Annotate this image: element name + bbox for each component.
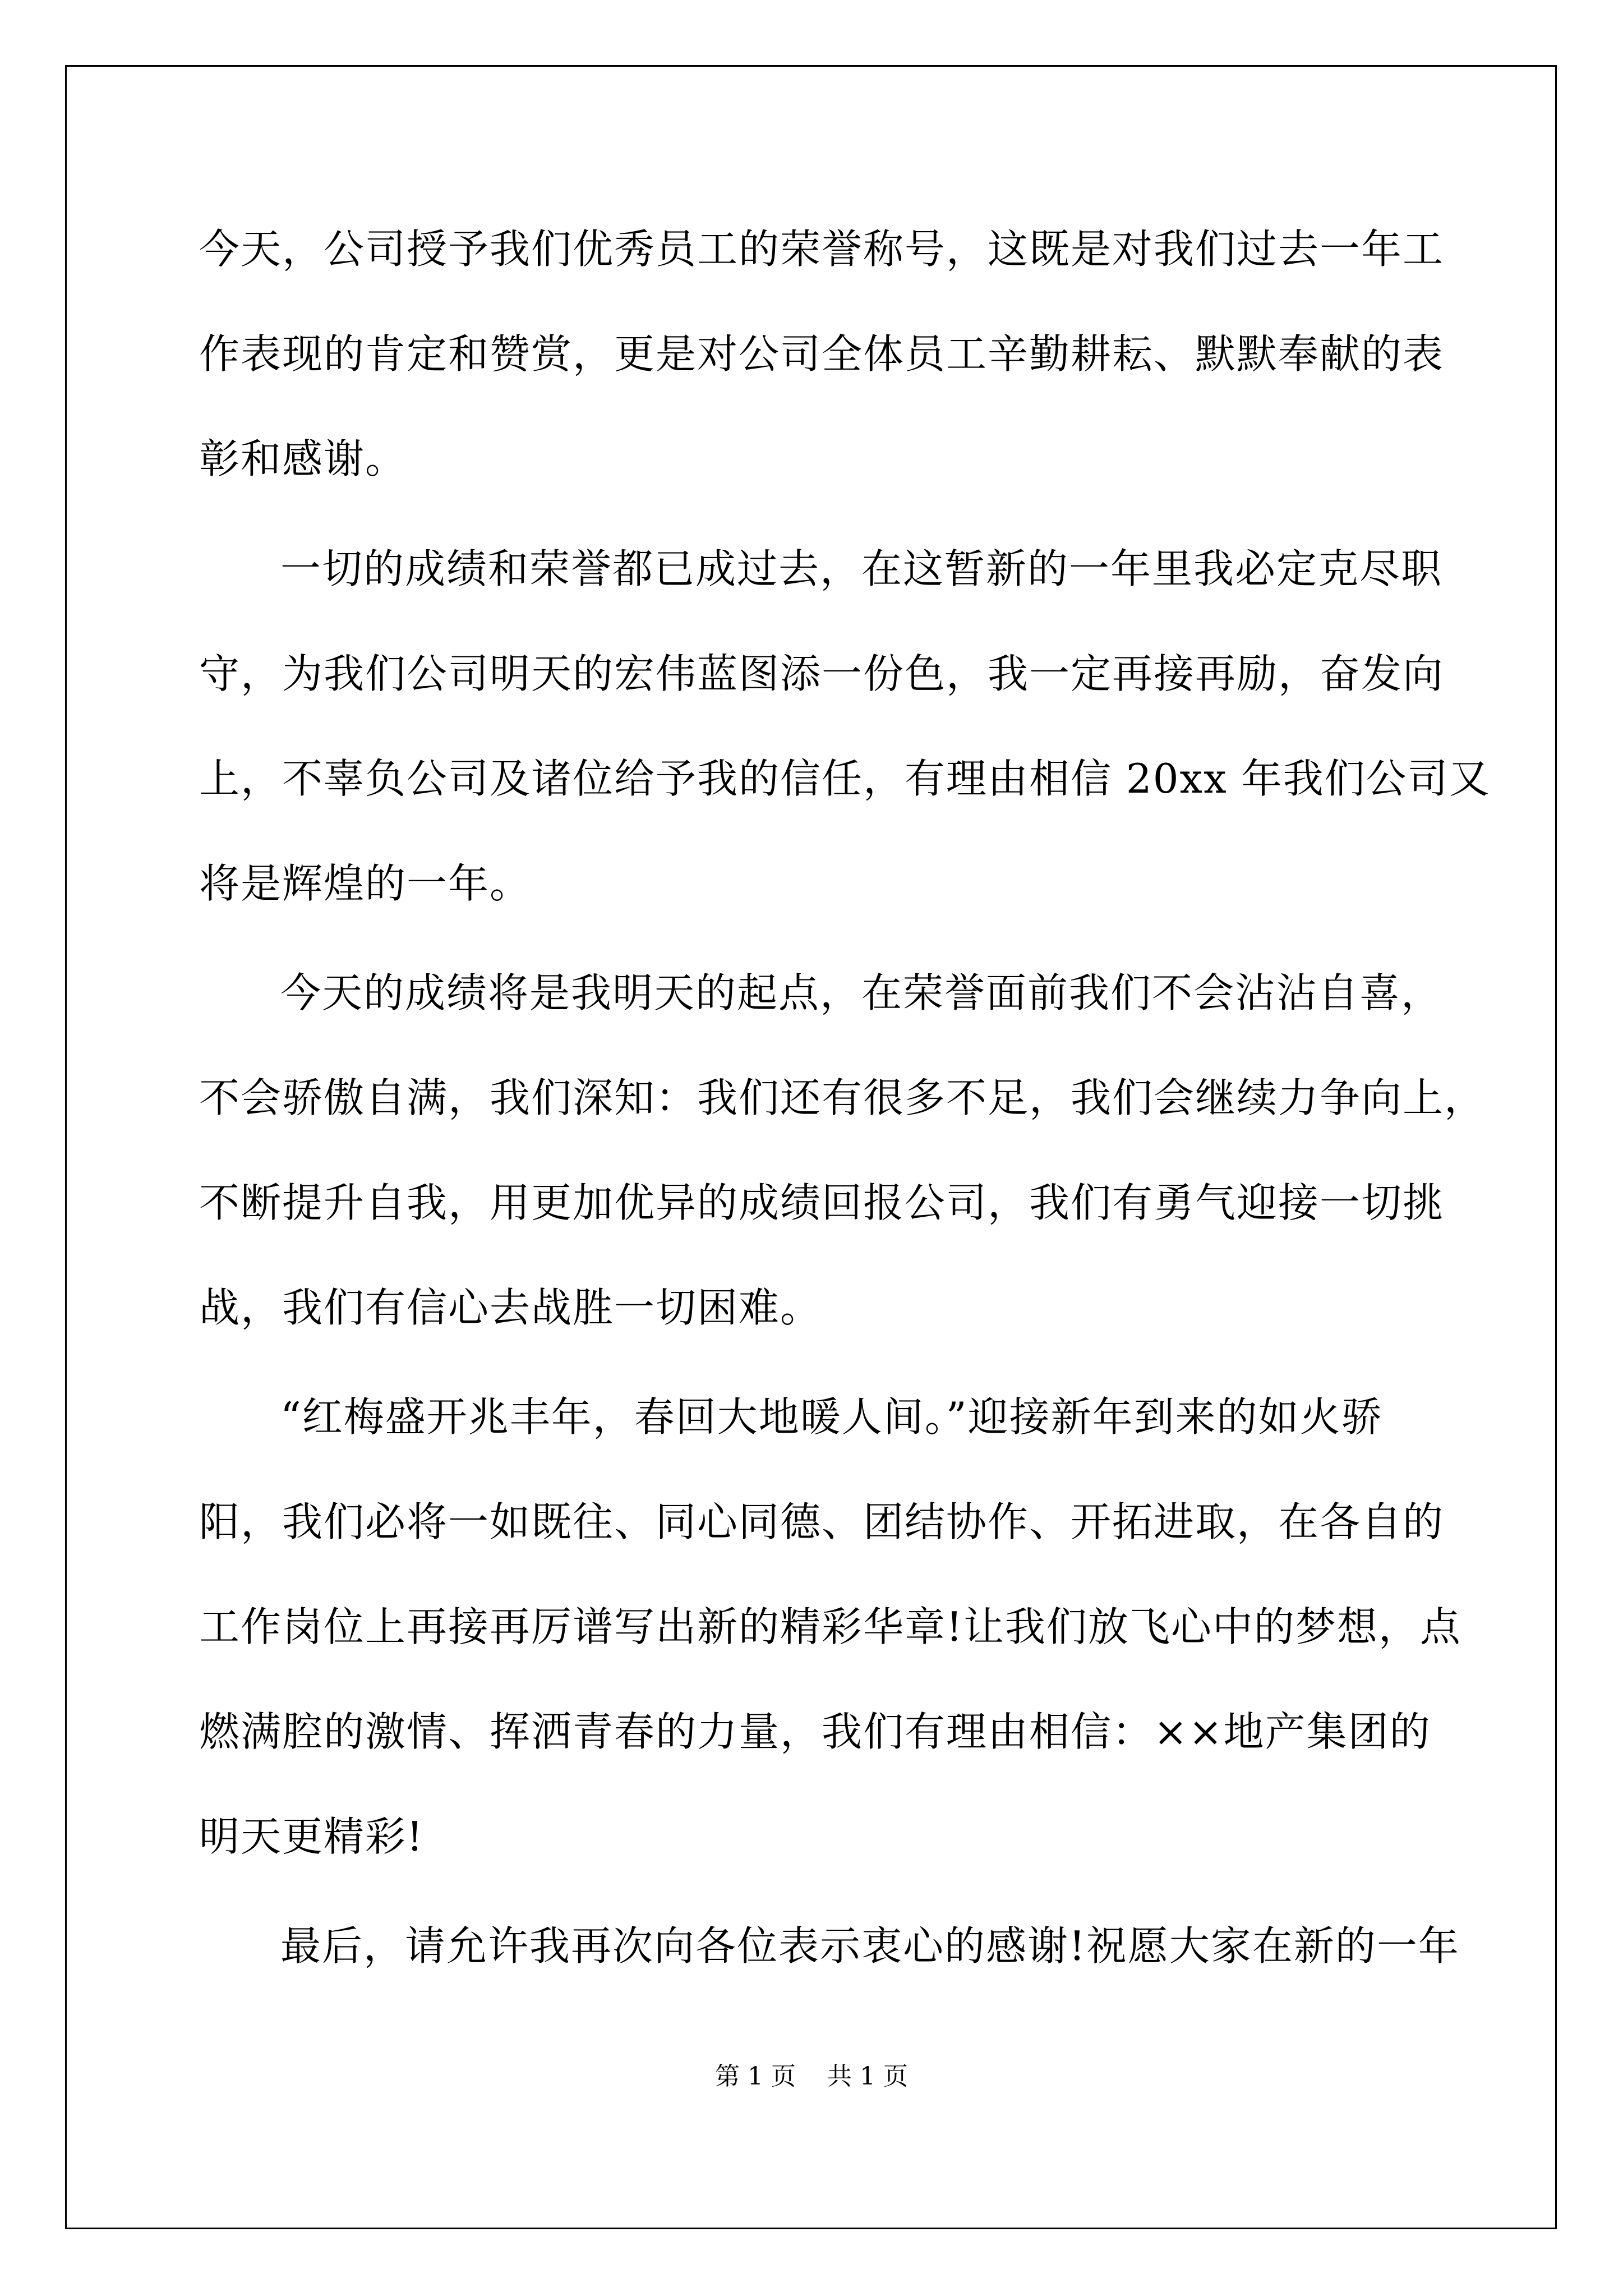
paragraph-4-line-5: 明天更精彩! — [199, 1813, 424, 1860]
paragraph-1-line-2: 作表现的肯定和赞赏，更是对公司全体员工辛勤耕耘、默默奉献的表 — [199, 330, 1445, 378]
paragraph-3-line-1: 今天的成绩将是我明天的起点，在荣誉面前我们不会沾沾自喜， — [280, 969, 1443, 1016]
page-number-current: 第 1 页 — [715, 2062, 796, 2091]
paragraph-4-line-3: 工作岗位上再接再厉谱写出新的精彩华章!让我们放飞心中的梦想，点 — [199, 1603, 1461, 1650]
page-border — [65, 65, 1557, 2229]
paragraph-2-line-1: 一切的成绩和荣誉都已成过去，在这暂新的一年里我必定克尽职 — [280, 545, 1443, 592]
page-footer — [0, 2060, 1623, 2093]
paragraph-2-line-4: 将是辉煌的一年。 — [199, 860, 532, 907]
paragraph-4-line-2: 阳，我们必将一如既往、同心同德、团结协作、开拓进取，在各自的 — [199, 1498, 1445, 1545]
paragraph-3-line-2: 不会骄傲自满，我们深知：我们还有很多不足，我们会继续力争向上， — [199, 1074, 1486, 1121]
paragraph-1-line-1: 今天，公司授予我们优秀员工的荣誉称号，这既是对我们过去一年工 — [199, 226, 1445, 273]
paragraph-1-line-3: 彰和感谢。 — [199, 435, 407, 482]
paragraph-5-line-1: 最后，请允许我再次向各位表示衷心的感谢!祝愿大家在新的一年 — [280, 1922, 1460, 1970]
paragraph-4-line-4: 燃满腔的激情、挥洒青春的力量，我们有理由相信：××地产集团的 — [199, 1708, 1431, 1755]
page-number-total: 共 1 页 — [827, 2062, 908, 2091]
paragraph-2-line-3: 上，不辜负公司及诸位给予我的信任，有理由相信 20xx 年我们公司又 — [199, 755, 1491, 802]
paragraph-3-line-4: 战，我们有信心去战胜一切困难。 — [199, 1284, 822, 1331]
paragraph-2-line-2: 守，为我们公司明天的宏伟蓝图添一份色，我一定再接再励，奋发向 — [199, 650, 1445, 697]
paragraph-3-line-3: 不断提升自我，用更加优异的成绩回报公司，我们有勇气迎接一切挑 — [199, 1179, 1445, 1226]
paragraph-4-line-1: “红梅盛开兆丰年，春回大地暖人间。”迎接新年到来的如火骄 — [280, 1393, 1383, 1441]
